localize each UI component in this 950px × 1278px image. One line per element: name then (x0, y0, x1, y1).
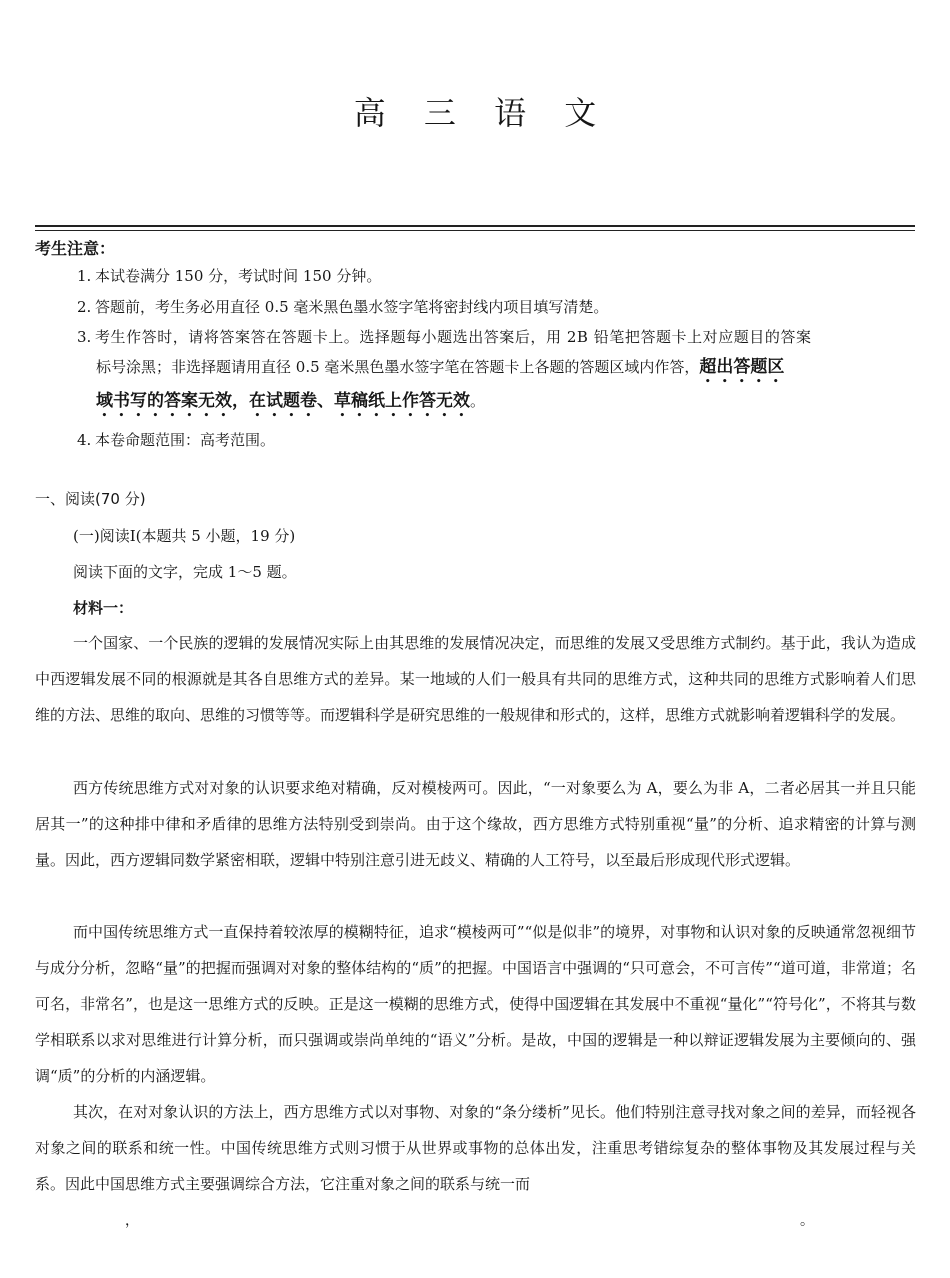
passage-paragraph-2: 西方传统思维方式对对象的认识要求绝对精确，反对模棱两可。因此，“一对象要么为 A，要么为非 A，二者必居其一并且只能居其一”的这种排中律和矛盾律的思维方法特别受到崇尚。由于这个缘故，西方思维方式特别重视“量”的分析、追求精密的计算与测量。因此，西方逻辑同数学紧密相联，逻辑中特别注意引进无歧义、精确的人工符号，以至最后形成现代形式逻辑。 (35, 779, 916, 869)
notice-item-text: 本试卷满分 150 分，考试时间 150 分钟。 (95, 267, 382, 285)
passage-paragraph-3: 而中国传统思维方式一直保持着较浓厚的模糊特征，追求“模棱两可”“似是似非”的境界，对事物和认识对象的反映通常忽视细节与成分分析，忽略“量”的把握而强调对对象的整体结构的“质”的把握。中国语言中强调的“只可意会，不可言传”“道可道，非常道；名可名，非常名”，也是这一思维方式的反映。正是这一模糊的思维方式，使得中国逻辑在其发展中不重视“量化”“符号化”，不将其与数学相联系以求对思维进行计算分析，而只强调或崇尚单纯的“语义”分析。是故，中国的逻辑是一种以辩证逻辑发展为主要倾向的、强调“质”的分析的内涵逻辑。 (35, 923, 916, 1085)
notice-item-number: 4. (77, 431, 92, 449)
notice-emphasis-text: 域书写的答案无效，在试题卷、草稿纸上作答无效 (96, 391, 470, 411)
page-title: 高 三 语 文 (353, 94, 611, 132)
passage-paragraph-4: 其次，在对对象认识的方法上，西方思维方式以对事物、对象的“条分缕析”见长。他们特别注意寻找对象之间的差异，而轻视各对象之间的联系和统一性。中国传统思维方式则习惯于从世界或事物的总体出发，注重思考错综复杂的整体事物及其发展过程与关系。因此中国思维方式主要强调综合方法，它注重对象之间的联系与统一而 (35, 1103, 916, 1193)
notice-item-number: 3. (77, 328, 92, 346)
footer-mark-left: ， (125, 1213, 139, 1229)
header-rule-thick (35, 225, 915, 227)
notice-item-4 (77, 425, 917, 455)
reading-instruction: 阅读下面的文字，完成 1～5 题。 (73, 563, 297, 581)
header-rule-thin (35, 230, 915, 231)
material-label: 材料一： (73, 599, 134, 617)
notice-item-3 (77, 322, 917, 352)
notice-item-text: 标号涂黑；非选择题请用直径 0.5 毫米黑色墨水签字笔在答题卡上各题的答题区域内作答， (96, 358, 700, 376)
footer-mark-right: 。 (800, 1213, 814, 1229)
notice-item-3-continued-2 (96, 384, 916, 421)
notice-item-number: 1. (77, 267, 92, 285)
notice-item-text: 。 (470, 392, 486, 410)
notice-item-1 (77, 261, 917, 291)
notice-item-text: 本卷命题范围：高考范围。 (95, 431, 276, 449)
subsection-heading: (一)阅读Ⅰ(本题共 5 小题，19 分) (73, 527, 296, 545)
notice-item-text: 答题前，考生务必用直径 0.5 毫米黑色墨水签字笔将密封线内项目填写清楚。 (95, 298, 609, 316)
notice-emphasis-text: 超出答题区 (699, 357, 785, 377)
notice-item-2 (77, 292, 917, 322)
passage-paragraph-1: 一个国家、一个民族的逻辑的发展情况实际上由其思维的发展情况决定，而思维的发展又受思维方式制约。基于此，我认为造成中西逻辑发展不同的根源就是其各自思维方式的差异。某一地域的人们一般具有共同的思维方式，这种共同的思维方式影响着人们思维的方法、思维的取向、思维的习惯等等。而逻辑科学是研究思维的一般规律和形式的，这样，思维方式就影响着逻辑科学的发展。 (35, 634, 916, 724)
notice-item-3-continued (96, 350, 916, 387)
notice-heading: 考生注意： (35, 239, 116, 258)
section-heading: 一、阅读(70 分) (35, 490, 146, 508)
notice-item-number: 2. (77, 298, 92, 316)
notice-item-text: 考生作答时，请将答案答在答题卡上。选择题每小题选出答案后，用 2B 铅笔把答题卡上对应题目的答案 (95, 328, 812, 346)
